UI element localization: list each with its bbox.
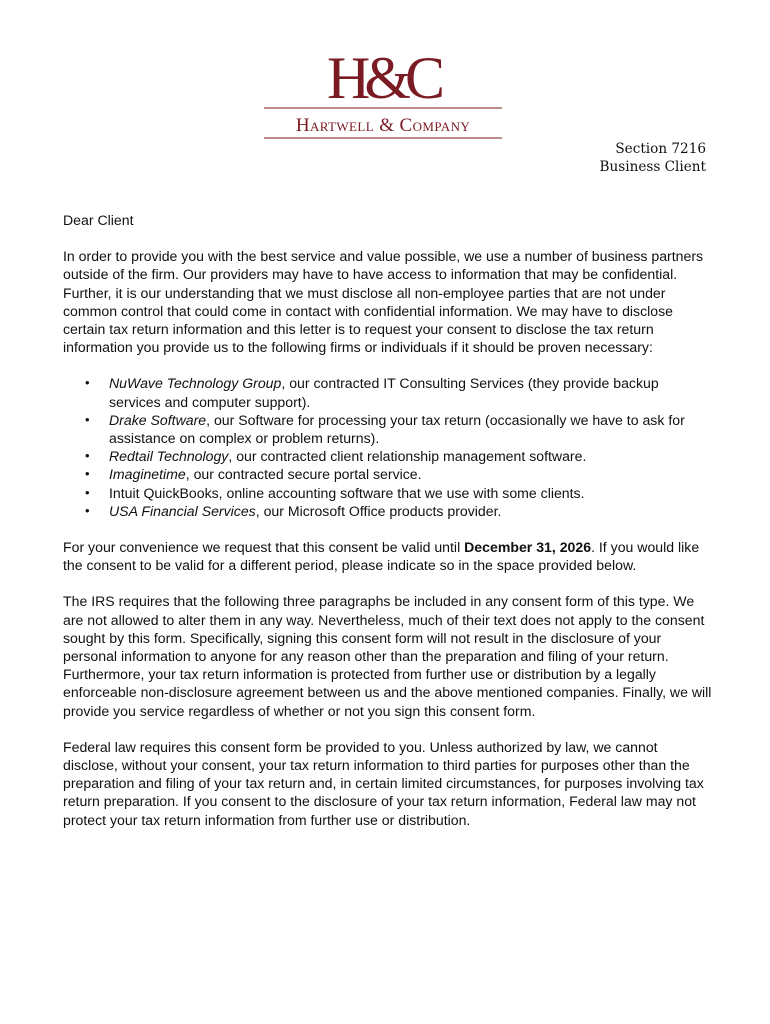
- section-number: Section 7216: [615, 141, 706, 157]
- client-type: Business Client: [599, 159, 706, 175]
- provider-name: USA Financial Services: [109, 502, 256, 519]
- bullet-icon: •: [85, 466, 90, 482]
- list-item: [63, 411, 713, 447]
- intro-paragraph: In order to provide you with the best service and value possible, we use a number of business partners outside of the firm. Our providers may have to have access to information that may be confidential. Further, it is our understanding that we must disclose all non-employee parties that are not under common control that could come in contact with confidential information. We may have to disclose certain tax return information and this letter is to request your consent to disclose the tax return information you provide us to the following firms or individuals if it should be proven necessary:: [63, 248, 704, 356]
- provider-description: Intuit QuickBooks, online accounting software that we use with some clients.: [109, 484, 585, 501]
- provider-name: Redtail Technology: [109, 448, 229, 465]
- firm-logo-graphic: [262, 40, 504, 140]
- provider-list: [63, 374, 713, 520]
- list-item: [63, 465, 713, 483]
- consent-expiry-date: December 31, 2026: [464, 539, 592, 556]
- list-item: [63, 484, 713, 502]
- logo-firm-name: Hartwell & Company: [295, 115, 471, 136]
- bullet-icon: •: [85, 448, 90, 464]
- logo-monogram: H&C: [326, 45, 440, 111]
- provider-description: , our Microsoft Office products provider.: [255, 502, 502, 519]
- letter-body: [63, 211, 713, 847]
- bullet-icon: •: [85, 411, 90, 427]
- bullet-icon: •: [85, 502, 90, 518]
- list-item: [63, 502, 713, 520]
- list-item: [63, 447, 713, 465]
- provider-description: , our contracted secure portal service.: [185, 466, 422, 483]
- convenience-text-before: For your convenience we request that this consent be valid until: [63, 539, 465, 556]
- greeting: Dear Client: [63, 212, 134, 228]
- provider-name: NuWave Technology Group: [109, 375, 282, 392]
- bullet-icon: •: [85, 484, 90, 500]
- irs-paragraph: The IRS requires that the following three paragraphs be included in any consent form of this type. We are not allowed to alter them in any way. Nevertheless, much of their text does not apply to the consent sought by this form. Specifically, signing this consent form will not result in the disclosure of your personal information to anyone for any reason other than the preparation and filing of your return. Furthermore, your tax return information is protected from further use or distribution by a legally enforceable non-disclosure agreement between us and the above mentioned companies. Finally, we will provide you service regardless of whether or not you sign this consent form.: [63, 593, 712, 719]
- provider-description: , our contracted client relationship management software.: [228, 448, 587, 465]
- provider-name: Imaginetime: [109, 466, 186, 483]
- section-reference: [600, 140, 707, 176]
- list-item: [63, 374, 713, 410]
- provider-name: Drake Software: [109, 411, 207, 428]
- bullet-icon: •: [85, 375, 90, 391]
- firm-logo: [262, 40, 504, 140]
- provider-description: , our contracted IT Consulting Services (they provide backup services and computer support).: [109, 375, 659, 410]
- convenience-text-after: . If you would like the consent to be valid for a different period, please indicate so in the space provided below.: [63, 539, 700, 574]
- provider-description: , our Software for processing your tax return (occasionally we have to ask for assistance on complex or problem returns).: [109, 411, 685, 447]
- federal-law-paragraph: Federal law requires this consent form be provided to you. Unless authorized by law, we cannot disclose, without your consent, your tax return information to third parties for purposes other than the preparation and filing of your tax return and, in certain limited circumstances, for purposes involving tax return preparation. If you consent to the disclosure of your tax return information, Federal law may not protect your tax return information from further use or distribution.: [63, 738, 704, 828]
- convenience-paragraph: [63, 538, 713, 574]
